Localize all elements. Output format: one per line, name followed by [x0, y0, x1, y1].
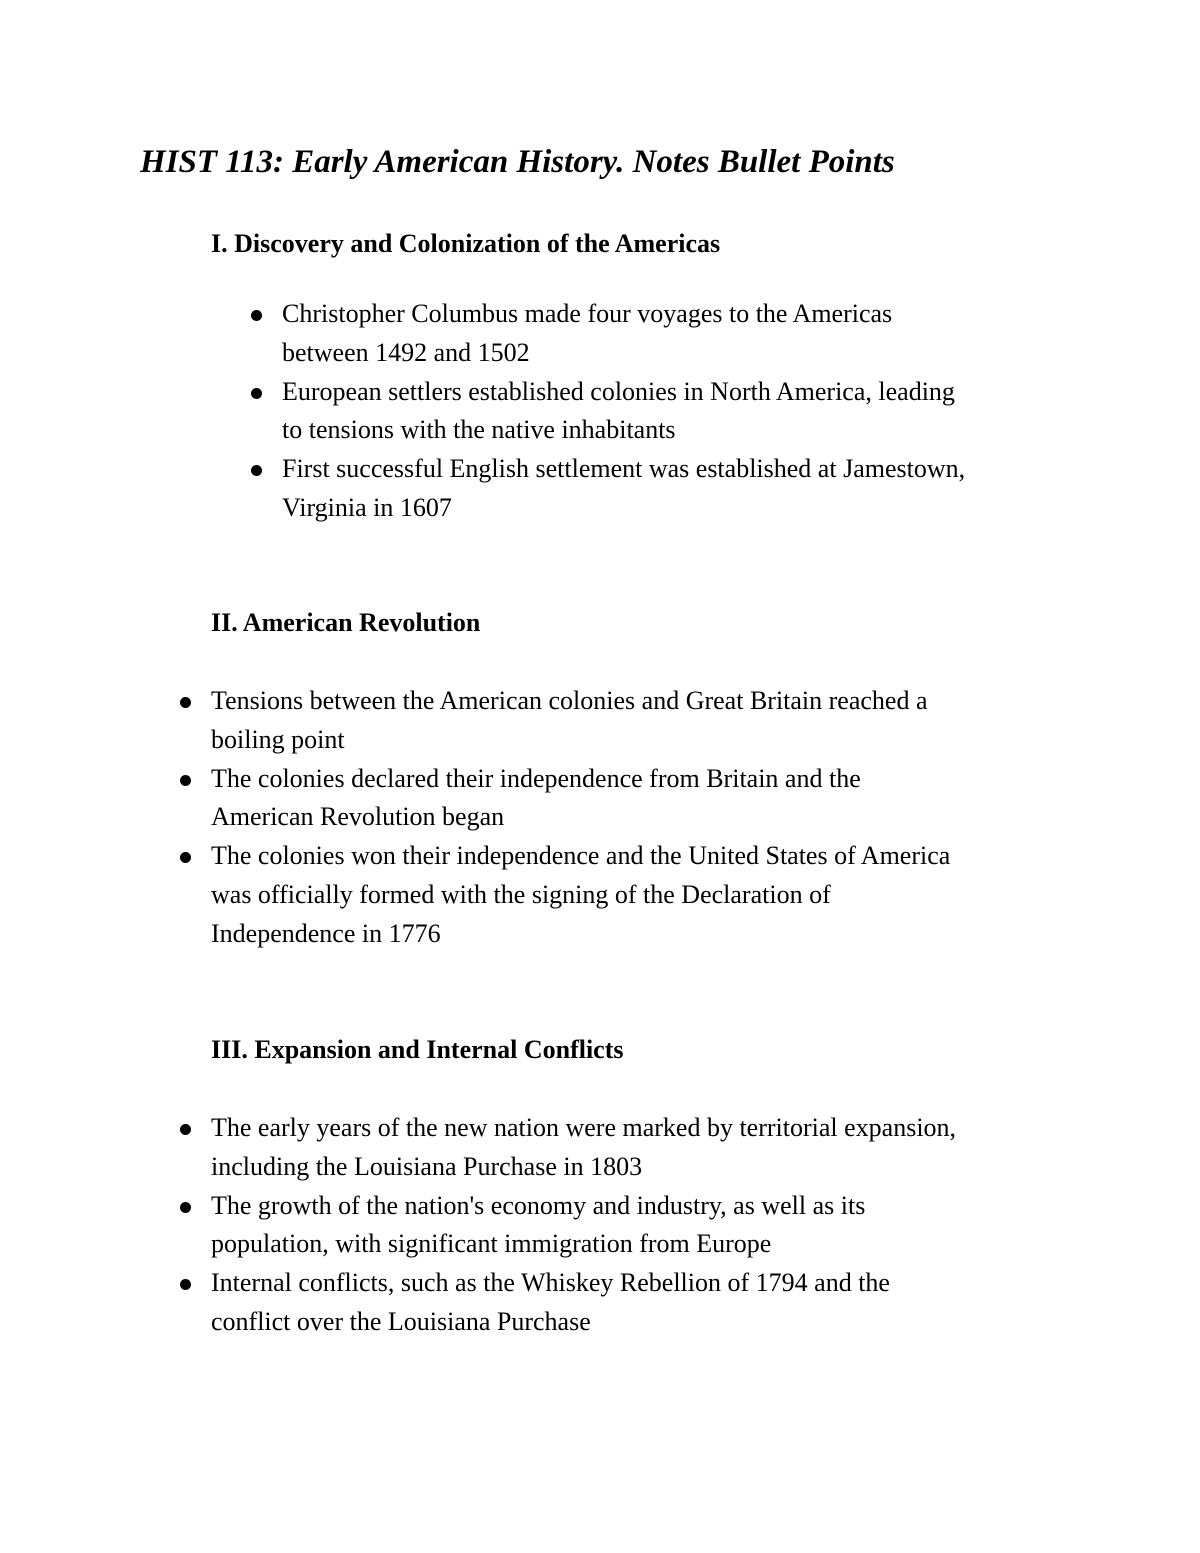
- bullet-list-expansion: [211, 1109, 1091, 1342]
- bullet-list-revolution: [211, 682, 1091, 954]
- section-heading-expansion: III. Expansion and Internal Conflicts: [211, 1035, 624, 1064]
- list-item: The early years of the new nation were marked by territorial expansion, including the Louisiana Purchase in 1803: [211, 1109, 1091, 1187]
- section-heading-revolution: II. American Revolution: [211, 608, 481, 637]
- document-title: HIST 113: Early American History. Notes Bullet Points: [140, 144, 895, 180]
- bullet-icon: [251, 388, 262, 399]
- list-item: Tensions between the American colonies and Great Britain reached a boiling point: [211, 682, 1091, 760]
- bullet-icon: [180, 1202, 191, 1213]
- list-item: The colonies declared their independence from Britain and the American Revolution began: [211, 760, 1091, 838]
- section-heading-discovery: I. Discovery and Colonization of the Americas: [211, 229, 721, 258]
- bullet-icon: [180, 852, 191, 863]
- bullet-icon: [180, 1279, 191, 1290]
- list-item: First successful English settlement was established at Jamestown, Virginia in 1607: [282, 450, 1102, 528]
- list-item: Christopher Columbus made four voyages to the Americas between 1492 and 1502: [282, 295, 1102, 373]
- list-item: Internal conflicts, such as the Whiskey Rebellion of 1794 and the conflict over the Louisiana Purchase: [211, 1264, 1091, 1342]
- bullet-list-discovery: [282, 295, 1102, 528]
- bullet-icon: [251, 310, 262, 321]
- bullet-icon: [180, 775, 191, 786]
- list-item: European settlers established colonies in North America, leading to tensions with the native inhabitants: [282, 373, 1102, 451]
- bullet-icon: [180, 1124, 191, 1135]
- bullet-icon: [251, 465, 262, 476]
- list-item: The growth of the nation's economy and industry, as well as its population, with significant immigration from Europe: [211, 1187, 1091, 1265]
- bullet-icon: [180, 697, 191, 708]
- list-item: The colonies won their independence and the United States of America was officially formed with the signing of the Declaration of Independence in 1776: [211, 837, 1091, 953]
